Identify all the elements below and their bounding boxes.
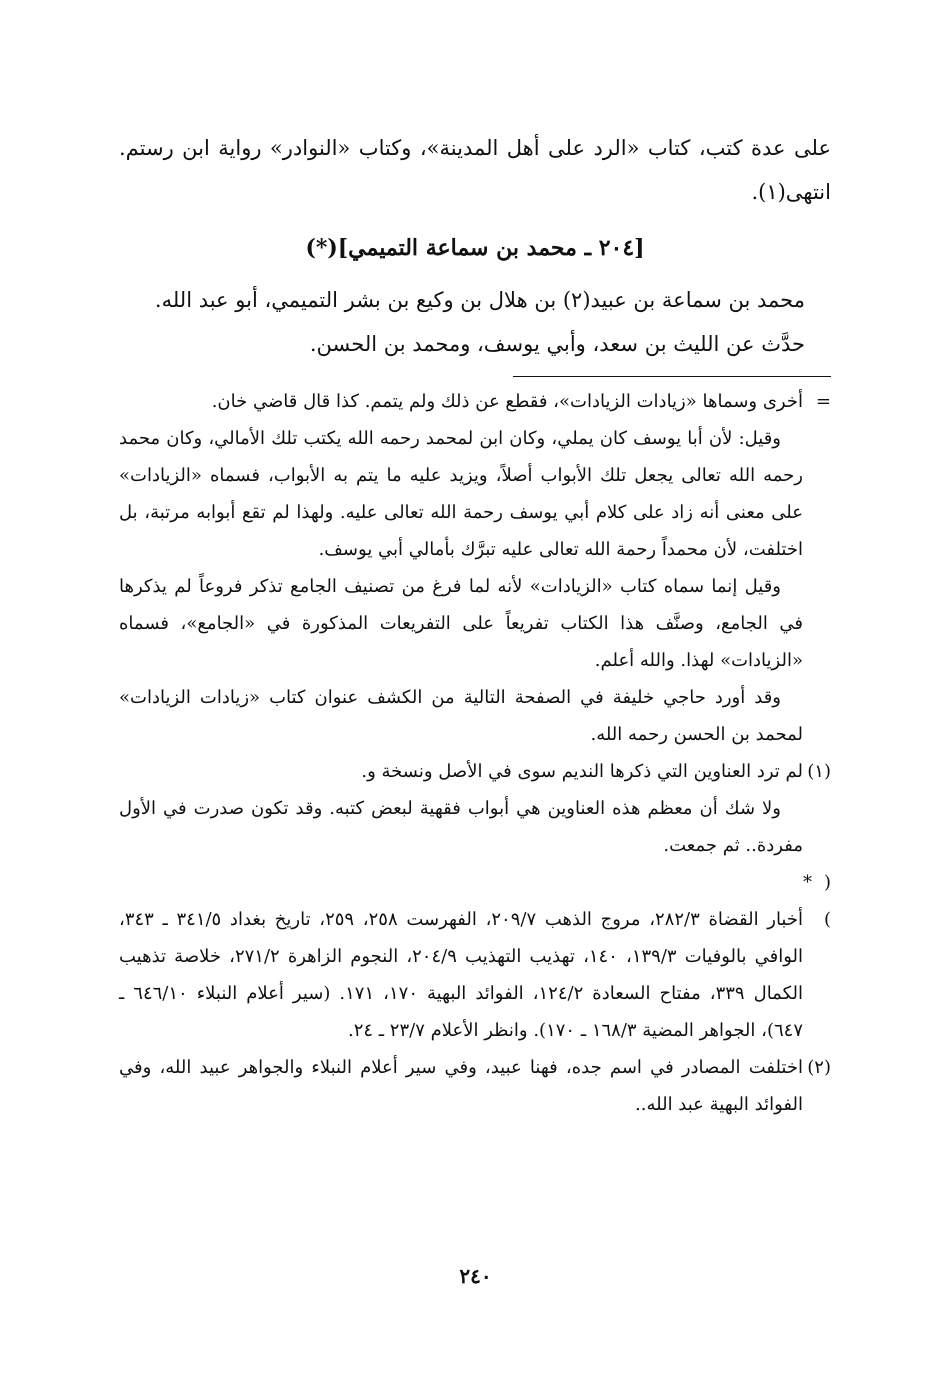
page-content xyxy=(119,126,831,1123)
intro-paragraph: على عدة كتب، كتاب «الرد على أهل المدينة»، وكتاب «النوادر» رواية ابن رستم. انتهى(١). xyxy=(119,136,831,204)
footnote-star-mark: ( * ) xyxy=(803,872,831,930)
footnote-star-text: أخبار القضاة ٢٨٢/٣، مروج الذهب ٢٠٩/٧، الفهرست ٢٥٨، ٢٥٩، تاريخ بغداد ٣٤١/٥ ـ ٣٤٣، الوافي بالوفيات ١٣٩/٣، ١٤٠، تهذيب التهذيب ٢٠٤/٩، النجوم الزاهرة ٢٧١/٢، خلاصة تذهيب الكمال ٣٣٩، مفتاح السعادة ١٢٤/٢، الفوائد البهية ١٧٠، ١٧١. (سير أعلام النبلاء ٦٤٦/١٠ ـ ٦٤٧)، الجواهر المضية ١٦٨/٣ ـ ١٧٠). وانظر الأعلام ٢٣/٧ ـ ٢٤. xyxy=(119,909,804,1041)
footnote-continued-paragraph-1: وقيل: لأن أبا يوسف كان يملي، وكان ابن لمحمد رحمه الله يكتب تلك الأمالي، وكان محمد رحمه الله تعالى يجعل تلك الأبواب أصلاً، ويزيد عليه ما يتم به الأبواب، فسماه «الزيادات» على معنى أنه زاد على كلام أبي يوسف رحمة الله تعالى عليه. ولهذا لم تقع أبوابه مرتبة، بل اختلفت، لأن محمداً رحمة الله تعالى عليه تبرَّك بأمالي أبي يوسف. xyxy=(119,428,803,560)
footnote-continued xyxy=(119,383,831,420)
entry-heading: [٢٠٤ ـ محمد بن سماعة التميمي](*) xyxy=(305,235,645,261)
footnote-1-text: لم ترد العناوين التي ذكرها النديم سوى في الأصل ونسخة و. xyxy=(361,761,803,782)
footnote-continued-mark: = xyxy=(815,391,831,412)
footnotes xyxy=(119,383,831,1123)
footnote-2 xyxy=(119,1049,831,1123)
footnote-2-text: اختلفت المصادر في اسم جده، فهنا عبيد، وفي سير أعلام النبلاء والجواهر عبيد الله، وفي الفوائد البهية عبد الله.. xyxy=(119,1057,803,1115)
footnote-continued-text: أخرى وسماها «زيادات الزيادات»، فقطع عن ذلك ولم يتمم. كذا قال قاضي خان. xyxy=(211,391,803,412)
footnote-continued-paragraph-3: وقد أورد حاجي خليفة في الصفحة التالية من الكشف عنوان كتاب «زيادات الزيادات» لمحمد بن الحسن رحمه الله. xyxy=(119,687,803,745)
footnote-2-mark: (٢) xyxy=(807,1057,831,1078)
footnote-separator xyxy=(513,376,831,377)
footnote-1 xyxy=(119,753,831,790)
footnote-star xyxy=(119,864,831,1049)
entry-paragraph-narration: حدَّث عن الليث بن سعد، وأبي يوسف، ومحمد بن الحسن. xyxy=(309,332,805,356)
entry-paragraph-name: محمد بن سماعة بن عبيد(٢) بن هلال بن وكيع بن بشر التميمي، أبو عبد الله. xyxy=(154,288,805,312)
page-number: ٢٤٠ xyxy=(459,1264,492,1288)
footnote-1-paragraph-2: ولا شك أن معظم هذه العناوين هي أبواب فقهية لبعض كتبه. وقد تكون صدرت في الأول مفردة.. ثم جمعت. xyxy=(119,798,803,856)
footnote-1-mark: (١) xyxy=(807,761,831,782)
footnote-continued-paragraph-2: وقيل إنما سماه كتاب «الزيادات» لأنه لما فرغ من تصنيف الجامع تذكر فروعاً لم يذكرها في الجامع، وصنَّف هذا الكتاب تفريعاً على التفريعات المذكورة في «الجامع»، فسماه «الزيادات» لهذا. والله أعلم. xyxy=(119,576,803,671)
